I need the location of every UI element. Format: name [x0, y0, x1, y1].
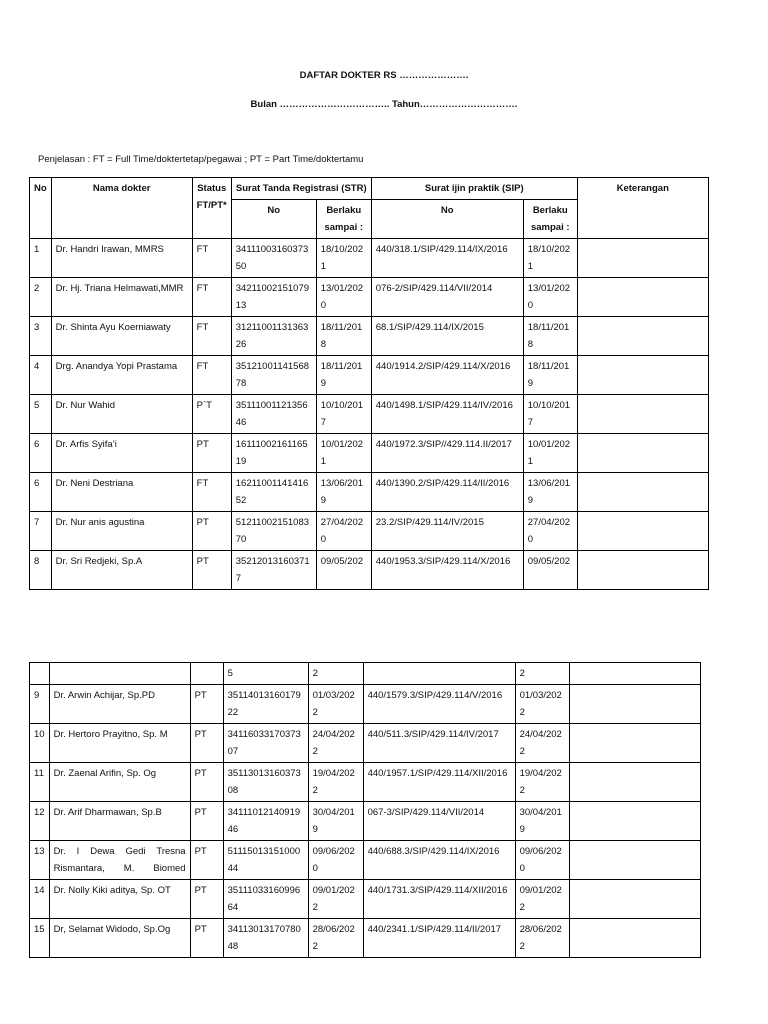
header-str: Surat Tanda Registrasi (STR): [231, 178, 371, 200]
cell-keterangan: [577, 317, 708, 356]
table-row: [30, 278, 709, 317]
cell-str-berlaku: 19/04/2022: [308, 763, 363, 802]
cell-no: 10: [30, 724, 50, 763]
cell-str-berlaku: 30/04/2019: [308, 802, 363, 841]
cell-keterangan: [569, 685, 700, 724]
cell-nama: Dr, Selamat Widodo, Sp.Og: [49, 919, 190, 958]
cell-no: 5: [30, 395, 52, 434]
cell-sip-no: 440/1914.2/SIP/429.114/X/2016: [371, 356, 523, 395]
cell-no: 7: [30, 512, 52, 551]
header-status: Status FT/PT*: [192, 178, 231, 239]
cell-sip-berlaku: 2: [515, 663, 569, 685]
cell-no: 13: [30, 841, 50, 880]
table-row: [30, 434, 709, 473]
cell-keterangan: [569, 663, 700, 685]
cell-sip-no: 440/1498.1/SIP/429.114/IV/2016: [371, 395, 523, 434]
cell-keterangan: [569, 841, 700, 880]
table-row: [30, 395, 709, 434]
cell-sip-no: 440/1731.3/SIP/429.114/XII/2016: [363, 880, 515, 919]
cell-str-no: 3411603317037307: [223, 724, 308, 763]
cell-no: 6: [30, 473, 52, 512]
cell-nama: Dr. Zaenal Arifin, Sp. Og: [49, 763, 190, 802]
cell-str-no: 1611100216116519: [231, 434, 316, 473]
table-row: [30, 724, 701, 763]
cell-status: P`T: [192, 395, 231, 434]
cell-str-no: 3411100316037350: [231, 239, 316, 278]
cell-status: PT: [190, 880, 223, 919]
cell-str-no: 3511103316099664: [223, 880, 308, 919]
header-nama: Nama dokter: [51, 178, 192, 239]
table-body-page1: [30, 239, 709, 590]
cell-nama: Dr. Arif Dharmawan, Sp.B: [49, 802, 190, 841]
cell-sip-no: 440/1972.3/SIP//429.114.II/2017: [371, 434, 523, 473]
cell-sip-no: 067-3/SIP/429.114/VII/2014: [363, 802, 515, 841]
header-sip: Surat ijin praktik (SIP): [371, 178, 577, 200]
cell-no: 12: [30, 802, 50, 841]
cell-keterangan: [577, 395, 708, 434]
cell-sip-no: 440/2341.1/SIP/429.114/II/2017: [363, 919, 515, 958]
cell-keterangan: [569, 919, 700, 958]
cell-keterangan: [569, 724, 700, 763]
cell-sip-no: 440/688.3/SIP/429.114/IX/2016: [363, 841, 515, 880]
cell-status: PT: [192, 551, 231, 590]
cell-sip-berlaku: 10/10/2017: [523, 395, 577, 434]
table-row: [30, 239, 709, 278]
header-no: No: [30, 178, 52, 239]
cell-str-berlaku: 18/10/2021: [316, 239, 371, 278]
cell-no: 11: [30, 763, 50, 802]
cell-str-no: 5111501315100044: [223, 841, 308, 880]
cell-nama: Dr. Nur anis agustina: [51, 512, 192, 551]
cell-keterangan: [577, 551, 708, 590]
cell-str-no: 1621100114141652: [231, 473, 316, 512]
cell-str-berlaku: 09/01/2022: [308, 880, 363, 919]
cell-sip-berlaku: 30/04/2019: [515, 802, 569, 841]
cell-str-berlaku: 2: [308, 663, 363, 685]
cell-no: 6: [30, 434, 52, 473]
cell-keterangan: [577, 239, 708, 278]
header-keterangan: Keterangan: [577, 178, 708, 239]
cell-no: 8: [30, 551, 52, 590]
cell-str-berlaku: 10/01/2021: [316, 434, 371, 473]
document-title: DAFTAR DOKTER RS ………………….: [299, 70, 469, 81]
cell-str-no: 5121100215108370: [231, 512, 316, 551]
doctor-table-page2: [29, 662, 701, 958]
cell-no: 1: [30, 239, 52, 278]
cell-keterangan: [577, 356, 708, 395]
cell-keterangan: [577, 434, 708, 473]
cell-status: PT: [190, 763, 223, 802]
cell-no: 9: [30, 685, 50, 724]
cell-str-berlaku: 18/11/2018: [316, 317, 371, 356]
cell-str-no: 3511401316017922: [223, 685, 308, 724]
cell-status: PT: [190, 724, 223, 763]
cell-nama: Drg. Anandya Yopi Prastama: [51, 356, 192, 395]
cell-nama: Dr. Shinta Ayu Koerniawaty: [51, 317, 192, 356]
cell-str-berlaku: 18/11/2019: [316, 356, 371, 395]
header-sip-no: No: [371, 200, 523, 239]
cell-str-no: 3121100113136326: [231, 317, 316, 356]
legend-note: Penjelasan : FT = Full Time/doktertetap/pegawai ; PT = Part Time/doktertamu: [38, 154, 364, 165]
cell-status: PT: [190, 802, 223, 841]
cell-sip-berlaku: 18/11/2018: [523, 317, 577, 356]
header-sip-berlaku: Berlaku sampai :: [523, 200, 577, 239]
table-row: [30, 685, 701, 724]
cell-str-no: 352120131603717: [231, 551, 316, 590]
cell-sip-berlaku: 09/05/202: [523, 551, 577, 590]
table-row: [30, 473, 709, 512]
cell-str-no: 3421100215107913: [231, 278, 316, 317]
header-str-berlaku: Berlaku sampai :: [316, 200, 371, 239]
cell-nama: Dr. Hj. Triana Helmawati,MMR: [51, 278, 192, 317]
cell-str-berlaku: 09/06/2020: [308, 841, 363, 880]
document-subtitle: Bulan …………………………….. Tahun………………………….: [250, 99, 518, 110]
cell-keterangan: [569, 880, 700, 919]
cell-nama: Dr. Arwin Achijar, Sp.PD: [49, 685, 190, 724]
cell-sip-berlaku: 01/03/2022: [515, 685, 569, 724]
table-row: [30, 317, 709, 356]
cell-keterangan: [569, 763, 700, 802]
cell-str-berlaku: 09/05/202: [316, 551, 371, 590]
cell-status: PT: [192, 512, 231, 551]
table-row: [30, 763, 701, 802]
cell-keterangan: [577, 473, 708, 512]
table-row: [30, 663, 701, 685]
cell-str-berlaku: 24/04/2022: [308, 724, 363, 763]
cell-status: FT: [192, 473, 231, 512]
cell-str-berlaku: 13/06/2019: [316, 473, 371, 512]
cell-no: 15: [30, 919, 50, 958]
table-row: [30, 802, 701, 841]
cell-str-no: 3411101214091946: [223, 802, 308, 841]
cell-no: 3: [30, 317, 52, 356]
table-row: [30, 841, 701, 880]
cell-no: 4: [30, 356, 52, 395]
table-body-page2: [30, 663, 701, 958]
cell-nama: Dr. Nur Wahid: [51, 395, 192, 434]
cell-sip-no: 440/1953.3/SIP/429.114/X/2016: [371, 551, 523, 590]
cell-str-no: 5: [223, 663, 308, 685]
cell-sip-no: 440/1390.2/SIP/429.114/II/2016: [371, 473, 523, 512]
header-str-no: No: [231, 200, 316, 239]
cell-status: PT: [192, 434, 231, 473]
cell-status: PT: [190, 841, 223, 880]
cell-status: PT: [190, 919, 223, 958]
cell-sip-berlaku: 18/10/2021: [523, 239, 577, 278]
cell-str-no: 3411301317078048: [223, 919, 308, 958]
cell-nama: Dr. Sri Redjeki, Sp.A: [51, 551, 192, 590]
cell-sip-no: 440/511.3/SIP/429.114/IV/2017: [363, 724, 515, 763]
cell-sip-no: [363, 663, 515, 685]
cell-str-berlaku: 13/01/2020: [316, 278, 371, 317]
doctor-table-page1: [29, 177, 709, 590]
table-row: [30, 512, 709, 551]
cell-keterangan: [577, 512, 708, 551]
table-row: [30, 919, 701, 958]
cell-status: FT: [192, 278, 231, 317]
cell-str-berlaku: 28/06/2022: [308, 919, 363, 958]
cell-nama: Dr. Neni Destriana: [51, 473, 192, 512]
table-row: [30, 551, 709, 590]
cell-nama: Dr. Handri Irawan, MMRS: [51, 239, 192, 278]
cell-keterangan: [569, 802, 700, 841]
cell-sip-no: 23.2/SIP/429.114/IV/2015: [371, 512, 523, 551]
cell-sip-no: 440/1579.3/SIP/429.114/V/2016: [363, 685, 515, 724]
cell-status: FT: [192, 239, 231, 278]
table-row: [30, 356, 709, 395]
cell-status: [190, 663, 223, 685]
cell-keterangan: [577, 278, 708, 317]
cell-str-berlaku: 27/04/2020: [316, 512, 371, 551]
cell-nama: Dr. Arfis Syifa’i: [51, 434, 192, 473]
cell-sip-berlaku: 28/06/2022: [515, 919, 569, 958]
cell-no: [30, 663, 50, 685]
cell-status: FT: [192, 356, 231, 395]
cell-no: 14: [30, 880, 50, 919]
cell-sip-berlaku: 19/04/2022: [515, 763, 569, 802]
cell-no: 2: [30, 278, 52, 317]
cell-status: PT: [190, 685, 223, 724]
cell-sip-no: 076-2/SIP/429.114/VII/2014: [371, 278, 523, 317]
cell-sip-berlaku: 10/01/2021: [523, 434, 577, 473]
cell-sip-no: 68.1/SIP/429.114/IX/2015: [371, 317, 523, 356]
cell-nama: [49, 663, 190, 685]
cell-nama: Dr. Nolly Kiki aditya, Sp. OT: [49, 880, 190, 919]
cell-sip-berlaku: 13/01/2020: [523, 278, 577, 317]
cell-sip-berlaku: 24/04/2022: [515, 724, 569, 763]
cell-sip-berlaku: 13/06/2019: [523, 473, 577, 512]
cell-str-berlaku: 01/03/2022: [308, 685, 363, 724]
cell-str-no: 3511100112135646: [231, 395, 316, 434]
cell-str-no: 3511301316037308: [223, 763, 308, 802]
cell-sip-berlaku: 09/01/2022: [515, 880, 569, 919]
cell-sip-no: 440/318.1/SIP/429.114/IX/2016: [371, 239, 523, 278]
cell-status: FT: [192, 317, 231, 356]
cell-sip-berlaku: 18/11/2019: [523, 356, 577, 395]
table-row: [30, 880, 701, 919]
cell-str-no: 3512100114156878: [231, 356, 316, 395]
cell-nama: Dr. I Dewa Gedi Tresna Rismantara, M. Biomed: [49, 841, 190, 880]
cell-sip-berlaku: 27/04/2020: [523, 512, 577, 551]
cell-sip-no: 440/1957.1/SIP/429.114/XII/2016: [363, 763, 515, 802]
cell-nama: Dr. Hertoro Prayitno, Sp. M: [49, 724, 190, 763]
cell-sip-berlaku: 09/06/2020: [515, 841, 569, 880]
cell-str-berlaku: 10/10/2017: [316, 395, 371, 434]
